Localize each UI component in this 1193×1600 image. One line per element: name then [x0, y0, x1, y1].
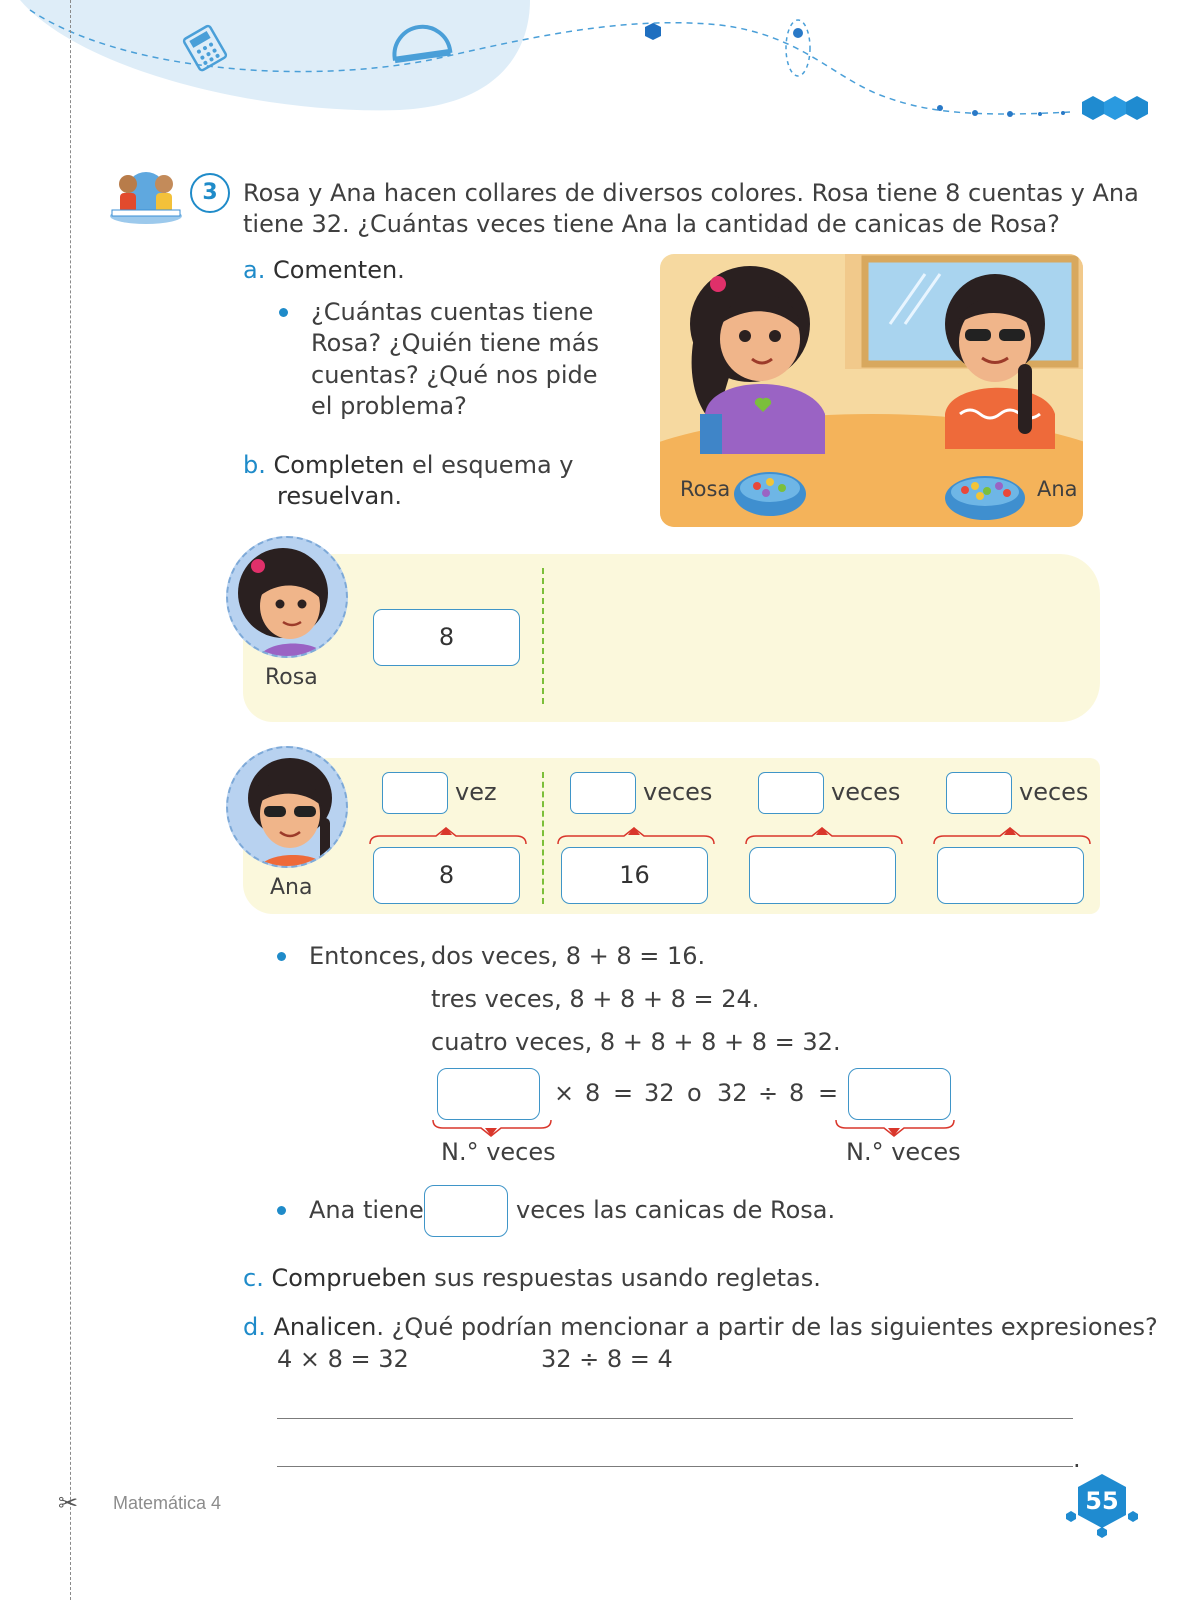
part-a-question-4: el problema? — [311, 392, 467, 420]
part-d — [243, 1312, 1158, 1343]
times-input-3[interactable] — [758, 772, 824, 814]
sentence-after: veces las canicas de Rosa. — [516, 1196, 836, 1224]
eq-eight-1: 8 — [585, 1079, 601, 1107]
div-answer-input[interactable] — [848, 1068, 951, 1120]
part-c-letter: c. — [243, 1264, 264, 1292]
scheme-ana-name: Ana — [270, 875, 313, 900]
part-b-line-2 — [277, 481, 402, 512]
times-label-1: vez — [455, 778, 497, 806]
answer-end-period: . — [1073, 1445, 1081, 1473]
group-work-icon — [106, 166, 186, 228]
sentence-answer-input[interactable] — [424, 1185, 508, 1237]
part-d-expression-2: 32 ÷ 8 = 4 — [541, 1345, 673, 1373]
eq-or: o — [687, 1079, 702, 1107]
rosa-avatar — [226, 536, 348, 658]
part-a-question-2: Rosa? ¿Quién tiene más — [311, 329, 600, 357]
scheme-ana-divider — [542, 772, 544, 904]
footer-book-title: Matemática 4 — [113, 1493, 222, 1513]
total-box-2: 16 — [561, 847, 708, 904]
total-input-3[interactable] — [749, 847, 896, 904]
times-label-3: veces — [831, 778, 901, 806]
ana-column-1 — [368, 770, 528, 906]
eq-thirty-two-2: 32 — [717, 1079, 748, 1107]
ana-column-3 — [744, 770, 904, 906]
page-number-badge — [1064, 1470, 1140, 1540]
exercise-number: 3 — [202, 180, 218, 205]
part-d-verb: Analicen — [273, 1313, 377, 1341]
caption-left: N.° veces — [441, 1138, 556, 1166]
times-label-2: veces — [643, 778, 713, 806]
eq-eight-2: 8 — [789, 1079, 805, 1107]
part-c-rest: sus respuestas usando regletas. — [426, 1264, 821, 1292]
ana-column-2 — [556, 770, 716, 906]
cut-line — [70, 0, 71, 1600]
part-c — [243, 1263, 821, 1294]
exercise-number-badge — [190, 173, 230, 213]
eq-equals-1: = — [613, 1079, 634, 1107]
part-a-question-3: cuentas? ¿Qué nos pide — [311, 361, 598, 389]
part-a-verb: Comenten — [272, 256, 398, 284]
part-d-letter: d. — [243, 1313, 266, 1341]
ana-column-4 — [932, 770, 1092, 906]
illustration-label-ana: Ana — [1037, 477, 1078, 501]
bullet-a — [279, 308, 288, 317]
part-b-rest: el esquema y — [404, 451, 574, 479]
brace-4 — [932, 826, 1092, 846]
cubes-icon — [1082, 96, 1148, 120]
times-input-1[interactable] — [382, 772, 448, 814]
exercise-statement-line-2: tiene 32. ¿Cuántas veces tiene Ana la cantidad de canicas de Rosa? — [243, 210, 1060, 238]
part-b-verb: Completen — [273, 451, 405, 479]
eq-equals-2: = — [818, 1079, 839, 1107]
entonces-line-1: dos veces, 8 + 8 = 16. — [431, 942, 706, 970]
part-a — [243, 255, 405, 286]
part-b-suffix: . — [394, 482, 403, 510]
bullet-ana-tiene — [277, 1206, 286, 1215]
page-number: 55 — [1085, 1487, 1119, 1515]
times-answer-input[interactable] — [437, 1068, 540, 1120]
part-a-question-1: ¿Cuántas cuentas tiene — [311, 298, 594, 326]
total-input-4[interactable] — [937, 847, 1084, 904]
part-a-letter: a. — [243, 256, 266, 284]
eq-times: × — [554, 1079, 575, 1107]
brace-2 — [556, 826, 716, 846]
eq-div: ÷ — [758, 1079, 779, 1107]
bullet-entonces — [277, 952, 286, 961]
entonces-line-2: tres veces, 8 + 8 + 8 = 24. — [431, 985, 760, 1013]
sentence-before: Ana tiene — [309, 1196, 424, 1224]
total-box-1: 8 — [373, 847, 520, 904]
answer-line-2[interactable] — [277, 1466, 1073, 1467]
entonces-line-3: cuatro veces, 8 + 8 + 8 + 8 = 32. — [431, 1028, 841, 1056]
part-d-rest: . ¿Qué podrían mencionar a partir de las siguientes expresiones? — [376, 1313, 1158, 1341]
scheme-rosa-name: Rosa — [265, 665, 318, 690]
brace-1 — [368, 826, 528, 846]
caption-right: N.° veces — [846, 1138, 961, 1166]
header-decoration — [0, 0, 1193, 150]
times-input-4[interactable] — [946, 772, 1012, 814]
exercise-statement-line-1: Rosa y Ana hacen collares de diversos colores. Rosa tiene 8 cuentas y Ana — [243, 179, 1139, 207]
part-a-suffix: . — [397, 256, 405, 284]
scheme-rosa-divider — [542, 568, 544, 704]
answer-line-1[interactable] — [277, 1418, 1073, 1419]
entonces-lead: Entonces, — [309, 942, 427, 970]
illustration-label-rosa: Rosa — [680, 477, 731, 501]
illustration-girls-beads — [660, 254, 1083, 527]
part-c-verb: Comprueben — [271, 1264, 427, 1292]
brace-3 — [744, 826, 904, 846]
scissors-icon: ✂ — [58, 1489, 79, 1517]
times-input-2[interactable] — [570, 772, 636, 814]
part-b-line-1 — [243, 450, 573, 481]
part-d-expression-1: 4 × 8 = 32 — [277, 1345, 409, 1373]
times-label-4: veces — [1019, 778, 1089, 806]
eq-thirty-two-1: 32 — [644, 1079, 675, 1107]
ana-avatar — [226, 746, 348, 868]
part-b-verb-2: resuelvan — [277, 482, 395, 510]
part-b-letter: b. — [243, 451, 266, 479]
scheme-rosa-band — [243, 554, 1100, 722]
scheme-rosa-value-box: 8 — [373, 609, 520, 666]
